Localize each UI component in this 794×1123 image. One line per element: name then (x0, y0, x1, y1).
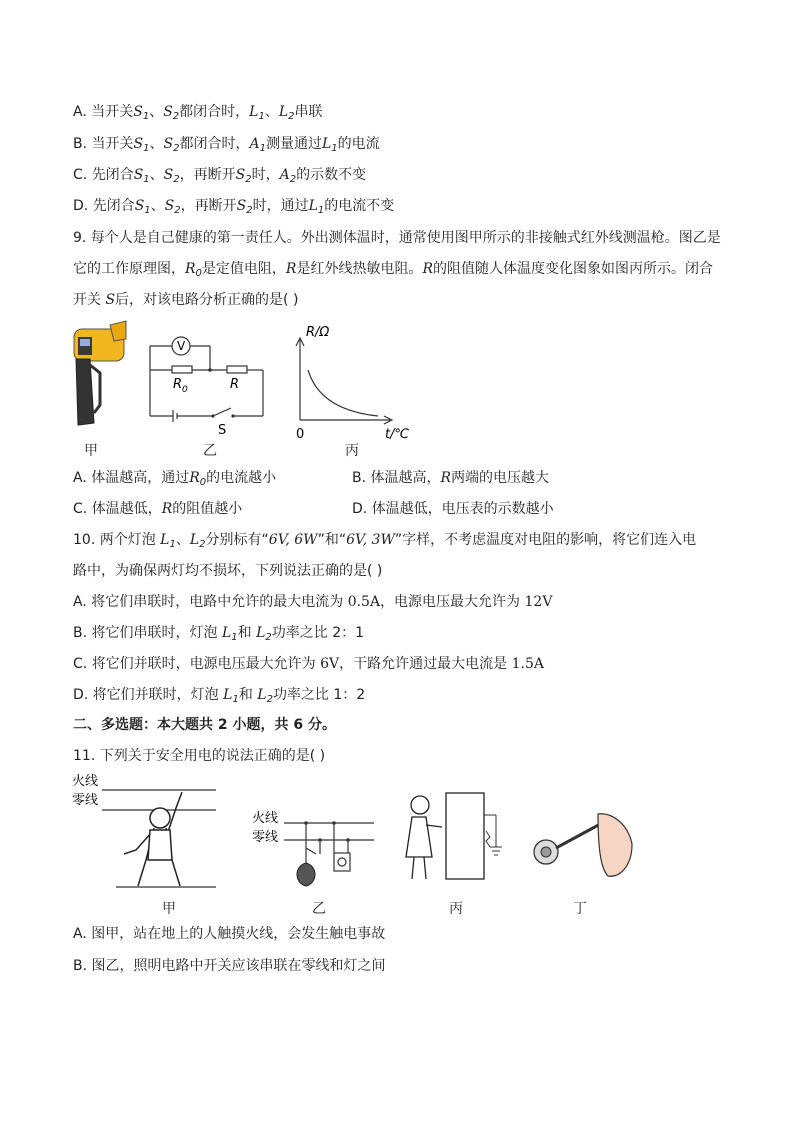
q10-stem-line2: 路中，为确保两灯均不损坏，下列说法正确的是( ) (73, 563, 383, 579)
q10-option-d: D. 将它们并联时，灯泡 $L_1$和 $L_2$功率之比 1：2 (73, 687, 366, 705)
r0-label: R (173, 377, 183, 392)
q9-label-jia: 甲 (84, 443, 98, 459)
q11-label-ding: 丁 (573, 901, 587, 917)
q9-label-bing: 丙 (345, 443, 359, 459)
graph-x-axis-label: t/℃ (385, 427, 410, 442)
q8-option-b: B. 当开关$S_1$、$S_2$都闭合时，$A_1$测量通过$L_1$的电流 (73, 136, 380, 154)
q10-option-c: C. 将它们并联时，电源电压最大允许为 6V，干路允许通过最大电流是 1.5A (73, 656, 544, 672)
r0-label-sub: 0 (182, 385, 188, 395)
live-wire-label-2: 火线 (252, 811, 279, 826)
r-label: R (230, 377, 240, 392)
q11-stem: 11. 下列关于安全用电的说法正确的是( ) (73, 748, 326, 764)
q9-option-a: A. 体温越高，通过$R_0$的电流越小 (73, 470, 277, 488)
q11-figure-ding (528, 808, 638, 888)
q11-figure-jia (68, 770, 228, 895)
q11-option-b: B. 图乙，照明电路中开关应该串联在零线和灯之间 (73, 958, 386, 974)
q11-label-yi: 乙 (312, 901, 326, 917)
voltmeter-label: V (177, 339, 186, 353)
q11-figure-yi (250, 808, 380, 893)
q9-option-c: C. 体温越低，R的阻值越小 (73, 501, 243, 517)
q11-option-a: A. 图甲，站在地上的人触摸火线，会发生触电事故 (73, 926, 386, 942)
live-wire-label: 火线 (72, 774, 99, 789)
q9-stem-line2: 它的工作原理图，$R_0$是定值电阻，R是红外线热敏电阻。R的阻值随人体温度变化图象如图丙所示。闭合 (73, 261, 714, 279)
section-heading-multiple-choice: 二、多选题：本大题共 2 小题，共 6 分。 (73, 717, 336, 733)
q10-option-a: A. 将它们串联时，电路中允许的最大电流为 0.5A，电源电压最大允许为 12V (73, 594, 553, 610)
q9-figure-graph (290, 320, 420, 445)
q9-figure-circuit (145, 328, 270, 438)
q10-stem-line1: 10. 两个灯泡 $L_1$、$L_2$分别标有“6V, 6W”和“6V, 3W”字样，不考虑温度对电阻的影响，将它们连入电 (73, 532, 697, 550)
q8-option-c: C. 先闭合$S_1$、$S_2$，再断开$S_2$时，$A_2$的示数不变 (73, 167, 367, 185)
neutral-wire-label: 零线 (72, 793, 99, 808)
graph-y-axis-label: R/Ω (306, 325, 330, 340)
q9-option-d: D. 体温越低，电压表的示数越小 (352, 501, 554, 517)
q9-option-b: B. 体温越高，R两端的电压越大 (352, 470, 550, 486)
q9-stem-line1: 9. 每个人是自己健康的第一责任人。外出测体温时，通常使用图甲所示的非接触式红外线测温枪。图乙是 (73, 230, 721, 246)
q9-label-yi: 乙 (203, 443, 217, 459)
q9-figure-thermometer-gun (70, 315, 130, 430)
switch-label: S (218, 423, 227, 438)
q9-stem-line3: 开关 S后，对该电路分析正确的是( ) (73, 292, 299, 308)
q8-option-a: A. 当开关$S_1$、$S_2$都闭合时，$L_1$、$L_2$串联 (73, 104, 323, 122)
q11-label-bing: 丙 (449, 901, 463, 917)
q11-figure-bing (398, 787, 508, 892)
graph-origin-label: 0 (296, 427, 305, 442)
q10-option-b: B. 将它们串联时，灯泡 $L_1$和 $L_2$功率之比 2：1 (73, 625, 365, 643)
q8-option-d: D. 先闭合$S_1$、$S_2$，再断开$S_2$时，通过$L_1$的电流不变 (73, 198, 395, 216)
neutral-wire-label-2: 零线 (252, 830, 279, 845)
q11-label-jia: 甲 (162, 901, 176, 917)
